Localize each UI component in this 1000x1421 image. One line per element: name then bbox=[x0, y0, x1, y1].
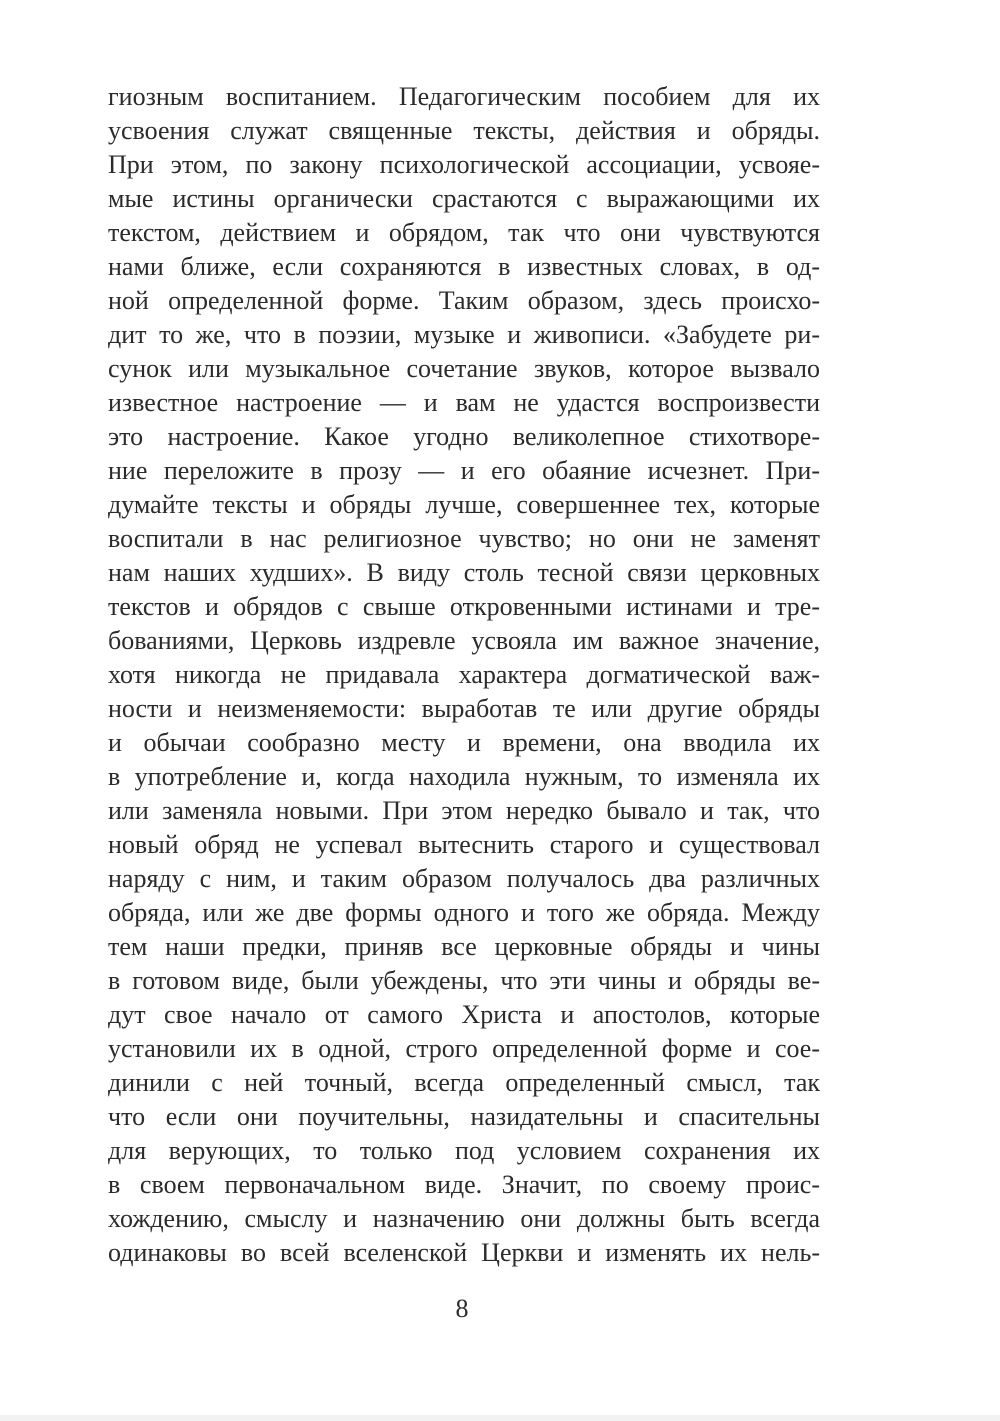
text-line: нам наших худших». В виду столь тесной связи церковных bbox=[108, 558, 820, 587]
text-line: усвоения служат священные тексты, действия и обряды. bbox=[108, 116, 820, 145]
text-line: бованиями, Церковь издревле усвояла им важное значение, bbox=[108, 626, 820, 655]
text-line: в своем первоначальном виде. Значит, по своему проис- bbox=[108, 1170, 820, 1199]
text-line: и обычаи сообразно месту и времени, она вводила их bbox=[108, 728, 820, 757]
text-line: дут свое начало от самого Христа и апостолов, которые bbox=[108, 1000, 820, 1029]
page-number: 8 bbox=[455, 1294, 469, 1323]
text-line: новый обряд не успевал вытеснить старого и существовал bbox=[108, 830, 820, 859]
text-line: в готовом виде, были убеждены, что эти чины и обряды ве- bbox=[108, 966, 820, 995]
text-line: нами ближе, если сохраняются в известных словах, в од- bbox=[108, 252, 820, 281]
text-line: в употребление и, когда находила нужным, то изменяла их bbox=[108, 762, 820, 791]
page-bottom-edge bbox=[0, 1415, 1000, 1421]
text-line: хотя никогда не придавала характера догматической важ- bbox=[108, 660, 820, 689]
text-line: наряду с ним, и таким образом получалось два различных bbox=[108, 864, 820, 893]
text-line: гиозным воспитанием. Педагогическим пособием для их bbox=[108, 82, 820, 111]
text-line: для верующих, то только под условием сохранения их bbox=[108, 1136, 820, 1165]
text-line: обряда, или же две формы одного и того же обряда. Между bbox=[108, 898, 820, 927]
text-line: мые истины органически срастаются с выражающими их bbox=[108, 184, 820, 213]
text-line: динили с ней точный, всегда определенный смысл, так bbox=[108, 1068, 820, 1097]
text-line: думайте тексты и обряды лучше, совершеннее тех, которые bbox=[108, 490, 820, 519]
text-line: хождению, смыслу и назначению они должны быть всегда bbox=[108, 1204, 820, 1233]
text-line: воспитали в нас религиозное чувство; но они не заменят bbox=[108, 524, 820, 553]
text-line: тем наши предки, приняв все церковные обряды и чины bbox=[108, 932, 820, 961]
text-line: установили их в одной, строго определенной форме и сое- bbox=[108, 1034, 820, 1063]
text-line: дит то же, что в поэзии, музыке и живописи. «Забудете ри- bbox=[108, 320, 820, 349]
text-line: известное настроение — и вам не удастся воспроизвести bbox=[108, 388, 820, 417]
text-line: текстом, действием и обрядом, так что они чувствуются bbox=[108, 218, 820, 247]
text-line: одинаковы во всей вселенской Церкви и изменять их нель- bbox=[108, 1238, 820, 1267]
body-text bbox=[108, 80, 820, 1270]
text-line: ности и неизменяемости: выработав те или другие обряды bbox=[108, 694, 820, 723]
text-line: что если они поучительны, назидательны и спасительны bbox=[108, 1102, 820, 1131]
text-line: При этом, по закону психологической ассоциации, усвояе- bbox=[108, 150, 820, 179]
text-line: ние переложите в прозу — и его обаяние исчезнет. При- bbox=[108, 456, 820, 485]
text-line: текстов и обрядов с свыше откровенными истинами и тре- bbox=[108, 592, 820, 621]
text-line: сунок или музыкальное сочетание звуков, которое вызвало bbox=[108, 354, 820, 383]
text-line: или заменяла новыми. При этом нередко бывало и так, что bbox=[108, 796, 820, 825]
text-line: это настроение. Какое угодно великолепное стихотворе- bbox=[108, 422, 820, 451]
text-line: ной определенной форме. Таким образом, здесь происхо- bbox=[108, 286, 820, 315]
